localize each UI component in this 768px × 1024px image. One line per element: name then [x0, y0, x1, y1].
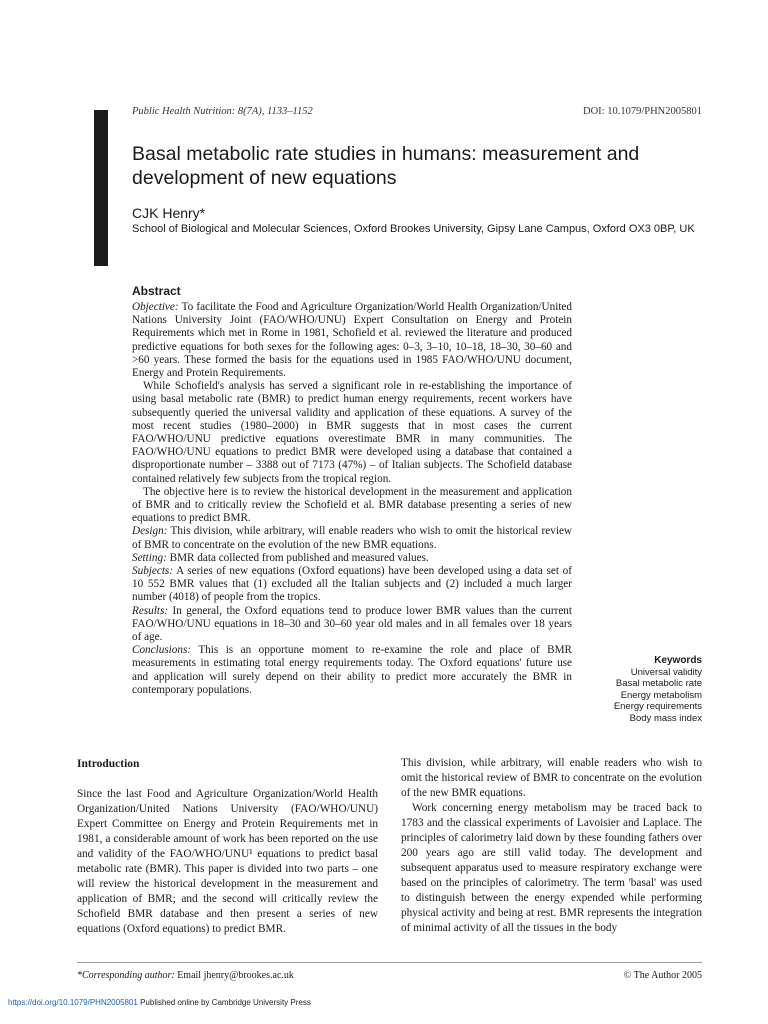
footnote-label: *Corresponding author:	[77, 970, 175, 981]
conclusions-label: Conclusions:	[132, 644, 192, 657]
footnote	[77, 970, 294, 981]
subjects-label: Subjects:	[132, 565, 174, 578]
keywords-box	[560, 655, 702, 725]
results-label: Results:	[132, 604, 169, 617]
setting-text: BMR data collected from published and measured values.	[169, 551, 429, 564]
keyword-item: Energy metabolism	[620, 689, 702, 701]
objective-label: Objective:	[132, 301, 179, 313]
abstract-heading: Abstract	[132, 284, 181, 298]
body-column-left	[77, 787, 378, 937]
keyword-item: Energy requirements	[613, 701, 702, 713]
setting-label: Setting:	[132, 551, 167, 564]
abstract-results	[132, 605, 572, 645]
objective-text: To facilitate the Food and Agriculture Organization/World Health Organization/United Nations University Joint (FAO/WHO/UNU) Expert Consultation on Energy and Protein Requirements which met in Rome in 1981, Schofield et al. reviewed the literature and produced predictive equations for both sexes for the following ages: 0–3, 3–10, 10–18, 18–30, 30–60 and >60 years. These formed the basis for the equations used in 1985 FAO/WHO/UNU document, Energy and Protein Requirements.	[132, 301, 572, 380]
abstract-para-3: The objective here is to review the historical development in the measurement and application of BMR and to critically review the Schofield et al. BMR database presenting a series of new equations to predict BMR.	[132, 485, 572, 525]
results-text: In general, the Oxford equations tend to produce lower BMR values than the current FAO/WHO/UNU equations in 18–30 and 30–60 year old males and in all females over 18 years of age.	[132, 604, 572, 644]
publisher-bar	[0, 996, 768, 1010]
doi-link[interactable]: https://doi.org/10.1079/PHN2005801	[8, 998, 138, 1007]
intro-paragraph-2: This division, while arbitrary, will enable readers who wish to omit the historical review of BMR to concentrate on the evolution of the new BMR equations.	[401, 757, 702, 799]
keyword-item: Basal metabolic rate	[615, 678, 702, 690]
introduction-heading: Introduction	[77, 758, 140, 770]
intro-paragraph-3: Work concerning energy metabolism may be traced back to 1783 and the classical experiments of Lavoisier and Laplace. The principles of calorimetry laid down by these founding fathers over 200 years ago are still valid today. The development and subsequent apparatus used to measure respiratory exchange were based on the principles of calorimetry. The term 'basal' was used to distinguish between the energy expended while performing physical activity and being at rest. BMR represents the integration of minimal activity of all the tissues in the body	[401, 802, 702, 934]
footnote-divider	[77, 962, 702, 963]
abstract-setting	[132, 552, 572, 565]
abstract-body	[132, 301, 572, 697]
keywords-heading: Keywords	[654, 655, 702, 666]
intro-paragraph-1: Since the last Food and Agriculture Organization/World Health Organization/United Nations University (FAO/WHO/UNU) Expert Committee on Energy and Protein Requirements met in 1981, a considerable amount of work has been reported on the use and validity of the FAO/WHO/UNU¹ equations to predict basal metabolic rate (BMR). This paper is divided into two parts – one will review the historical development in the measurement and application of BMR; and the second will critically review the Schofield BMR database and then present a series of new equations (Oxford equations) to predict BMR.	[77, 788, 378, 935]
abstract-design	[132, 525, 572, 551]
author: CJK Henry*	[132, 205, 206, 221]
abstract-conclusions	[132, 644, 572, 697]
keyword-item: Body mass index	[629, 712, 702, 724]
copyright: © The Author 2005	[623, 970, 702, 981]
abstract-objective	[132, 301, 572, 380]
abstract-subjects	[132, 565, 572, 605]
affiliation: School of Biological and Molecular Sciences, Oxford Brookes University, Gipsy Lane Campus, Oxford OX3 0BP, UK	[132, 223, 695, 235]
footnote-email: Email jhenry@brookes.ac.uk	[174, 970, 294, 981]
article-title: Basal metabolic rate studies in humans: measurement and development of new equations	[132, 143, 640, 189]
doi: DOI: 10.1079/PHN2005801	[582, 106, 702, 117]
conclusions-text: This is an opportune moment to re-examine the role and place of BMR measurements in estimating total energy requirements today. The Oxford equations' future use and application will surely depend on their ability to predict more accurately the BMR in contemporary populations.	[132, 644, 572, 696]
keyword-item: Universal validity	[630, 666, 702, 678]
published-online-text: Published online by Cambridge University Press	[137, 998, 311, 1007]
subjects-text: A series of new equations (Oxford equations) have been developed using a data set of 10 552 BMR values that (1) excluded all the Italian subjects and (2) included a much larger number (4018) of people from the tropics.	[132, 565, 572, 604]
design-text: This division, while arbitrary, will enable readers who wish to omit the historical review of BMR to concentrate on the evolution of the new BMR equations.	[132, 525, 572, 551]
abstract-para-2: While Schofield's analysis has served a significant role in re-establishing the importance of using basal metabolic rate (BMR) to predict human energy requirements, recent workers have subsequently queried the universal validity and application of these equations. A survey of the most recent studies (1980–2000) in BMR suggests that in most cases the current FAO/WHO/UNU predictive equations overestimate BMR in many communities. The FAO/WHO/UNU equations to predict BMR were developed using a database that contained a disproportionate number – 3388 out of 7173 (47%) – of Italian subjects. The Schofield database contained relatively few subjects from the tropical region.	[132, 380, 572, 485]
body-column-right	[401, 756, 702, 936]
design-label: Design:	[132, 525, 168, 538]
journal-reference: Public Health Nutrition: 8(7A), 1133–1152	[132, 106, 313, 117]
sidebar-bar	[94, 110, 108, 266]
